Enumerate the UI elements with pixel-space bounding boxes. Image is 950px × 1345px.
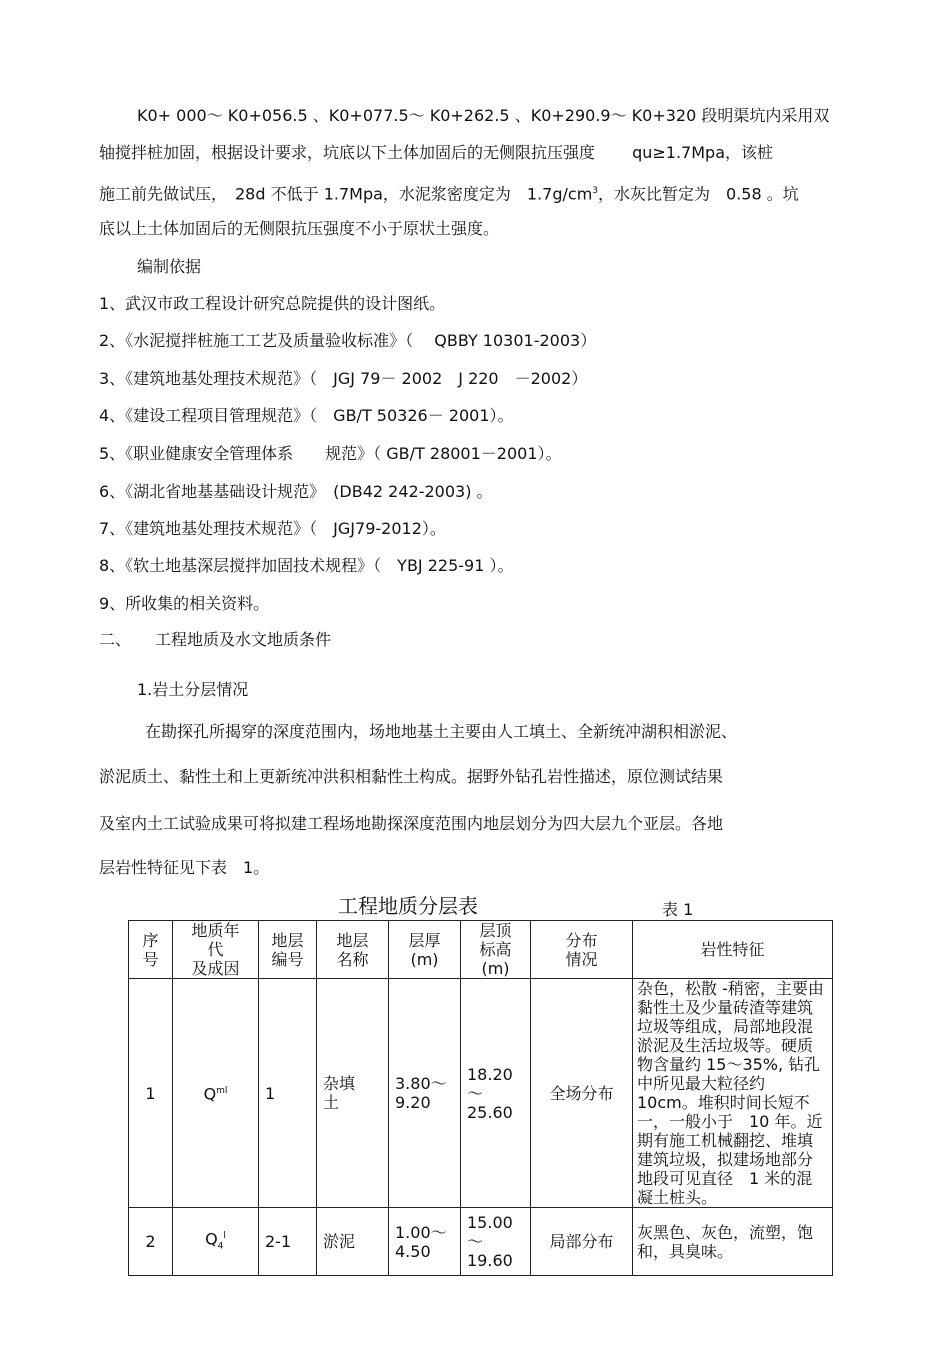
basis-heading: 编制依据 — [137, 257, 202, 276]
age-symbol: Q — [205, 1229, 218, 1249]
basis-item: 8、《软土地基深层搅拌加固技术规程》（ YBJ 225-91 ）。 — [99, 556, 514, 575]
intro-line-3-text-end: ，水灰比暂定为 0.58 。坑 — [598, 184, 799, 204]
section-paragraph-line: 淤泥质土、黏性土和上更新统冲洪积相黏性土构成。据野外钻孔岩性描述，原位测试结果 — [99, 767, 724, 786]
age-superscript: ml — [216, 1086, 228, 1097]
section-paragraph-line: 在勘探孔所揭穿的深度范围内，场地地基土主要由人工填土、全新统冲湖积相淤泥、 — [145, 722, 738, 741]
cell-distribution: 全场分布 — [531, 979, 633, 1208]
cell-thickness: 1.00～ 4.50 — [389, 1208, 461, 1276]
table-row — [129, 1208, 833, 1276]
cell-code: 1 — [259, 979, 317, 1208]
intro-line-1: K0+ 000～ K0+056.5 、K0+077.5～ K0+262.5 、K0+290.9～ K0+320 段明渠坑内采用双 — [137, 106, 830, 125]
intro-line-4: 底以上土体加固后的无侧限抗压强度不小于原状土强度。 — [99, 219, 500, 238]
cell-name: 杂填 土 — [317, 979, 389, 1208]
cell-no: 2 — [129, 1208, 173, 1276]
header-cell: 分布 情况 — [531, 921, 633, 979]
age-superscript: l — [223, 1230, 226, 1241]
table-row — [129, 979, 833, 1208]
table-label: 表 1 — [662, 900, 694, 919]
geology-table — [128, 920, 833, 1276]
cell-distribution: 局部分布 — [531, 1208, 633, 1276]
section-paragraph-line: 及室内土工试验成果可将拟建工程场地勘探深度范围内地层划分为四大层九个亚层。各地 — [99, 814, 724, 833]
basis-item: 2、《水泥搅拌桩施工工艺及质量验收标准》（ QBBY 10301-2003） — [99, 331, 597, 350]
intro-line-3 — [99, 181, 799, 204]
section-heading: 二、 工程地质及水文地质条件 — [99, 630, 332, 649]
header-cell: 层厚 (m) — [389, 921, 461, 979]
basis-item: 7、《建筑地基处理技术规范》（ JGJ79-2012）。 — [99, 519, 446, 538]
basis-item: 3、《建筑地基处理技术规范》（ JGJ 79－ 2002 J 220 －2002） — [99, 369, 588, 388]
table-header-row — [129, 921, 833, 979]
header-cell: 岩性特征 — [633, 921, 833, 979]
age-subscript: 4 — [217, 1241, 224, 1252]
cell-age — [173, 1208, 259, 1276]
cell-age — [173, 979, 259, 1208]
cell-description: 杂色，松散 -稍密，主要由黏性土及少量砖渣等建筑垃圾等组成，局部地段混淤泥及生活垃圾等。硬质物含量约 15～35%, 钻孔中所见最大粒径约 10cm。堆积时间长短不一，一般小于 10 年。近期有施工机械翻挖、堆填建筑垃圾，拟建场地部分地段可见直径 1 米的混凝土桩头。 — [633, 979, 833, 1208]
intro-line-3-text: 施工前先做试压， 28d 不低于 1.7Mpa，水泥浆密度定为 1.7g/cm — [99, 184, 593, 204]
table-title: 工程地质分层表 — [338, 894, 478, 918]
subsection-heading: 1.岩土分层情况 — [137, 680, 249, 699]
basis-item: 4、《建设工程项目管理规范》（ GB/T 50326－ 2001）。 — [99, 406, 514, 425]
header-cell: 序 号 — [129, 921, 173, 979]
age-symbol: Q — [203, 1084, 217, 1104]
cell-code: 2-1 — [259, 1208, 317, 1276]
cell-elevation: 18.20 ～ 25.60 — [461, 979, 531, 1208]
basis-item: 1、武汉市政工程设计研究总院提供的设计图纸。 — [99, 294, 446, 313]
intro-line-3-superscript: 3 — [592, 186, 599, 196]
basis-item: 6、《湖北省地基基础设计规范》 (DB42 242-2003) 。 — [99, 482, 493, 501]
header-cell: 层顶 标高 (m) — [461, 921, 531, 979]
cell-no: 1 — [129, 979, 173, 1208]
section-paragraph-line: 层岩性特征见下表 1。 — [99, 858, 270, 877]
header-cell: 地层 名称 — [317, 921, 389, 979]
cell-name: 淤泥 — [317, 1208, 389, 1276]
header-cell: 地质年 代 及成因 — [173, 921, 259, 979]
intro-line-2: 轴搅拌桩加固，根据设计要求，坑底以下土体加固后的无侧限抗压强度 qu≥1.7Mpa，该桩 — [99, 143, 774, 162]
basis-item: 9、所收集的相关资料。 — [99, 594, 270, 613]
header-cell: 地层 编号 — [259, 921, 317, 979]
cell-thickness: 3.80～ 9.20 — [389, 979, 461, 1208]
cell-elevation: 15.00 ～ 19.60 — [461, 1208, 531, 1276]
basis-item: 5、《职业健康安全管理体系 规范》（ GB/T 28001－2001）。 — [99, 444, 562, 463]
cell-description: 灰黑色、灰色，流塑，饱和，具臭味。 — [633, 1208, 833, 1276]
